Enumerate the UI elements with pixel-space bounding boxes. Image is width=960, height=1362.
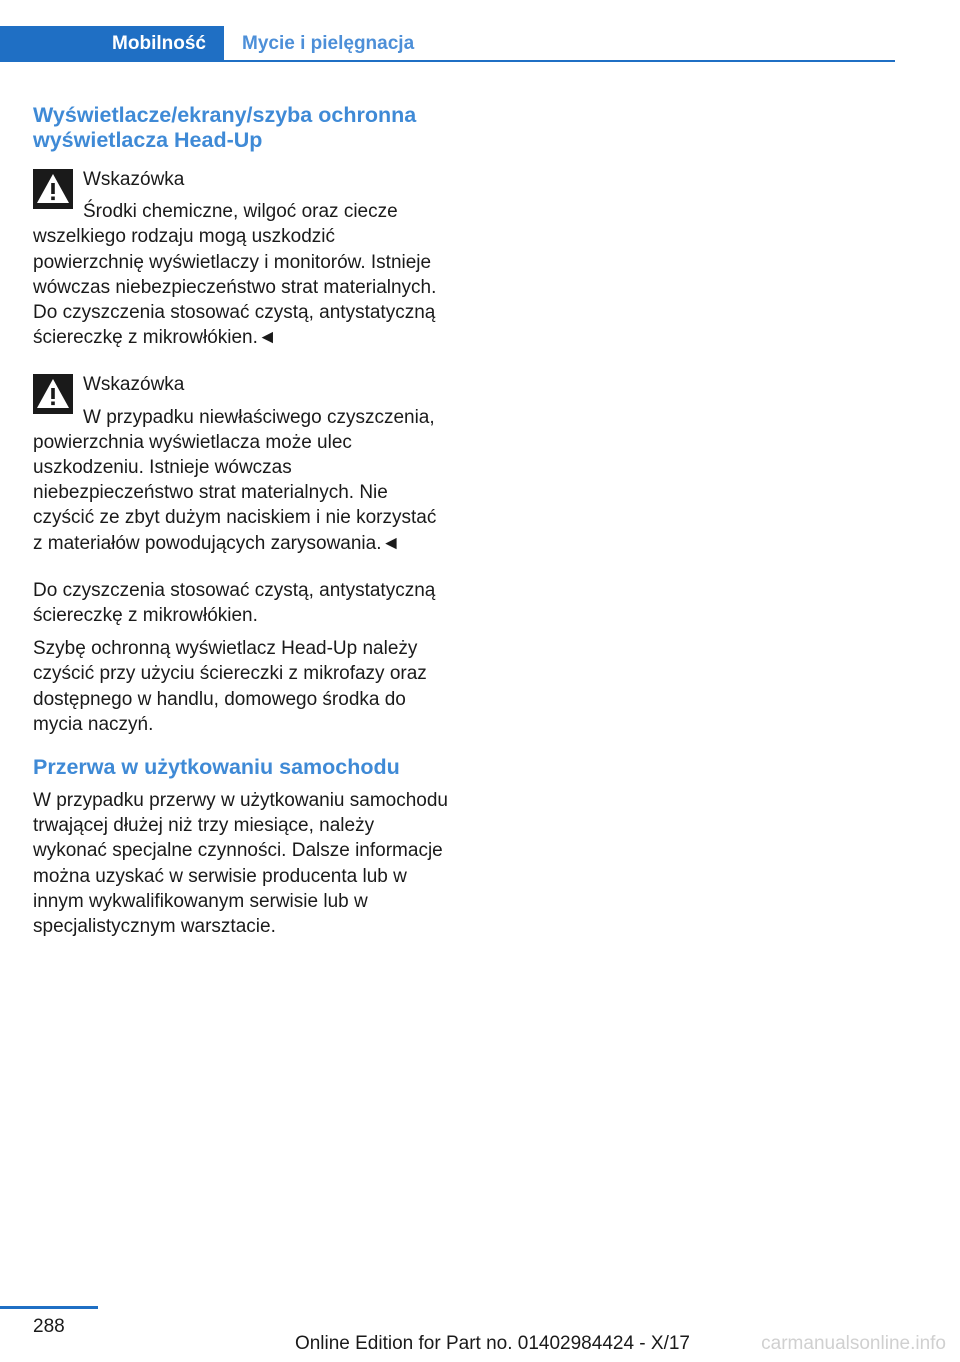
warning-triangle-icon [33,374,73,414]
page-content [33,103,449,939]
note-text: W przypadku niewłaściwego czyszczenia, powierzchnia wyświetlacza może ulec uszkodzeniu. Istnieje wówczas niebezpieczeństwo strat materialnych. Nie czyścić ze zbyt dużym naciskiem i nie korzystać z materiałów powodujących zarysowania.◄ [33,406,437,554]
section-title-vehicle-storage: Przerwa w użytkowaniu samochodu [33,755,400,780]
paragraph-head-up-glass: Szybę ochronną wyświetlacz Head-Up należy czyścić przy użyciu ściereczki z mikrofazy oraz dostępnego w handlu, domowego środka do mycia naczyń. [33,638,427,735]
note-heading: Wskazówka [83,169,185,190]
warning-triangle-icon [33,169,73,209]
note-heading: Wskazówka [83,374,185,396]
warning-note-2 [33,372,449,555]
page-number: 288 [33,1316,65,1337]
watermark: carmanualsonline.info [761,1333,946,1354]
note-text: Środki chemiczne, wilgoć oraz ciecze wszelkiego rodzaju mogą uszkodzić powierzchnię wyświetlaczy i monitorów. Istnieje wówczas niebezpieczeństwo strat materialnych. Do czyszczenia stosować czystą, antystatyczną ściereczkę z mikrowłókien.◄ [33,201,437,349]
header-rule [0,60,895,62]
warning-note-1 [33,167,449,350]
edition-info: Online Edition for Part no. 01402984424 - X/17 [294,1333,690,1354]
footer-rule [0,1306,98,1309]
paragraph-vehicle-storage: W przypadku przerwy w użytkowaniu samochodu trwającej dłużej niż trzy miesiące, należy wykonać specjalne czynności. Dalsze informacje można uzyskać w serwisie producenta lub w innym wykwalifikowanym serwisie lub w specjalistycznym warsztacie. [33,790,449,938]
paragraph-cleaning-cloth: Do czyszczenia stosować czystą, antystatyczną ściereczkę z mikrowłókien. [33,579,436,627]
tab-mobilnosc[interactable]: Mobilność [0,26,224,62]
section-title-displays: Wyświetlacze/ekrany/szyba ochronna wyświetlacza Head-Up [33,103,417,152]
page-header [0,26,895,62]
tab-mycie-i-pielegnacja[interactable]: Mycie i pielęgnacja [242,33,415,54]
